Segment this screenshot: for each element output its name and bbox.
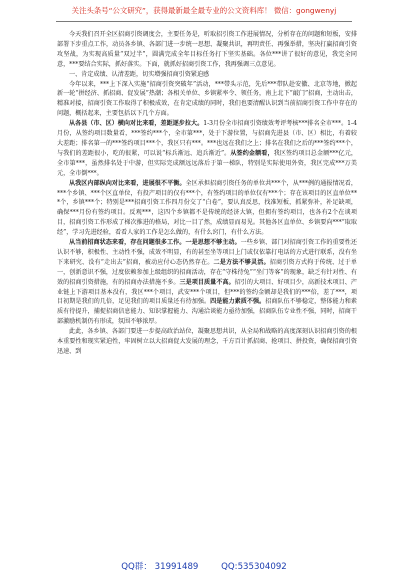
bold-text-run: 三是项目质量不高。	[179, 278, 235, 286]
paragraph-conclusion	[57, 327, 357, 357]
bold-text-run: 四是能力素质不强。	[210, 298, 266, 306]
paragraph-opening	[57, 30, 357, 70]
text-run: 此此，各乡镇、各部门要进一步提高政治站位，凝聚思想共识，从全局和战略的高度深刻认识招商引资的根本重要性和现实紧迫性，牢固树立以大招商促大发展的理念，千方百计抓招商、抢项目、拼投资，确保招商引资迅速、到	[57, 328, 357, 355]
text-run: 今年以来，***上下深入实施“招商引资突破年”活动，***带头示范，先后***带队赴安徽、北京等地，掀起新一轮“拼经济、抓招商、促发展”热潮；各相关单位、乡镇紧率令、领任务，南上北下“敲门”招商，主动出击，精准对接，招商引资工作取得了积极成效，在肯定成绩的同时，我们也要清醒认识到当前招商引资工作中存在的问题，概括起来，主要包括以下几个方面。	[57, 80, 357, 118]
bold-text-run: 从签约金额看，	[230, 149, 274, 157]
paragraph-vertical-comparison	[57, 179, 357, 238]
text-run: 招引的大项目、好项目少，高新技术项目、产业链上下游项目基本没有，我区***个项目，武安***个项目，但***的签约金额却是我们的***倍，差了***，项目初期是我们的几倍，足见我们的项目质量还有待加强。	[57, 278, 358, 306]
document-body	[57, 30, 357, 357]
bold-text-run: 从当前招商状态来看，存在问题很多工作。	[69, 239, 186, 247]
bold-text-run: 从各县（市、区）横向对比来看，差距逐步拉大。	[69, 120, 204, 128]
footer	[0, 560, 408, 572]
text-run: 招商队伍不够稳定，整体能力和素质有待提升，捕捉招商信息能力、知识掌握能力、沟通洽谈能力亟待加强，招商队伍专业性不强，同时，招商干部激励机制仍有形成，氛围不够浓厚。	[57, 298, 358, 326]
paragraph-overview	[57, 80, 357, 120]
footer-qq-group: QQ群： 31991489	[121, 562, 199, 572]
text-run: 今天我们召开全区招商引资调度会，主要任务是，听取招引资工作进展情况，分析存在的问题和短板，安排部署下步重点工作，动员各乡镇、各部门进一步统一思想、凝聚共识，再明责任、再强举措，坚决打赢招商引资攻坚战，为实现高质量“双过半”，圆满完成全年目标任务打下坚实基础。各位***讲了很好的意见，我完全同意，***要结合实际，抓好落实。下面，就抓好招商引资工作，我再强调三点意见。	[57, 31, 357, 68]
paragraph-horizontal-comparison	[57, 119, 357, 178]
text-run: 我区签约项目总金额***亿元，全市第***，虽然排名处于中游，但实际完成额远远落后于第一梯队，特别是实际使用外资，我区完成***万美元，全市倒***。	[57, 149, 358, 177]
header-divider	[56, 21, 352, 22]
text-run: 一、肯定成绩、认清差距，切实增强招商引资紧迫感	[69, 70, 210, 78]
footer-qq: QQ:535304092	[221, 562, 287, 572]
bold-text-run: 一是思想不够主动。	[185, 239, 241, 247]
text-run: 一些乡镇、部门对招商引资工作的重要性还认识不够，积极性、主动性不强，成效不明显，有的甚至坐等项目上门或仅依靠打电话的方式进行联系，没有坐下来研究、没有“走出去”招商，被动应付心态仍然存在。	[57, 239, 358, 266]
bold-text-run: 二是方法不够灵活。	[213, 258, 270, 266]
text-run: 1-3月份全市招商引资绩效考评考核***排名全市***。1-4月份，从签约项目数量看，	[57, 120, 357, 138]
paragraph-current-status	[57, 238, 357, 327]
text-run: 招商引资方式拘于传统、过于单一，创新意识不强，过度依赖参加上级组织的招商活动，存在“守株待兔”“坐门等客”的现象，缺乏有针对性、有效的招商引资措施，有的招商办法措施不多。	[57, 258, 358, 286]
section-heading-1	[57, 70, 357, 80]
header-banner: 关注头条号“公文研究”，获得最新最全最专业的公文资料库！ 微信：gongwenyj	[71, 6, 337, 15]
bold-text-run: 从我区内部纵向对比来看，进展很不平衡。	[69, 179, 186, 187]
text-run: 全区承担招商引资任务的单位共***个，从***例的通报情况看，***个乡镇、***个区直单位，有投产项目的仅有***个，有签约项目的单位仅有***个；存在该项目的区直单位***个，乡镇***个；特别是***招商引资工作四月份交了“白卷”，要认真反思，找准短板，抓紧弥补，补足缺项，确保***月份有签约项目。反观***，这四个乡镇都不是传统的经济大镇，但拥有签约项目，也各有2个在谈项目，招商引资工作形成了梯次推进的格局，对比一目了然，成绩显而易见。其他各区直单位、乡镇要向***“取取经”，学习先进经验，看看人家的工作是怎么做的，有什么窍门，有什么方法。	[57, 179, 358, 237]
text-run: ***签约***个，全市第***，处于下游位置，与招商先进县（市、区）相比，有着较大差距；排名第一的***签约项目***个，我区只有***。***也远在我们之上；排名在我们之后的***签约***个，与我们的差距很小，吃的很紧，可以说“标兵渐远、追兵渐近”。	[57, 130, 358, 157]
